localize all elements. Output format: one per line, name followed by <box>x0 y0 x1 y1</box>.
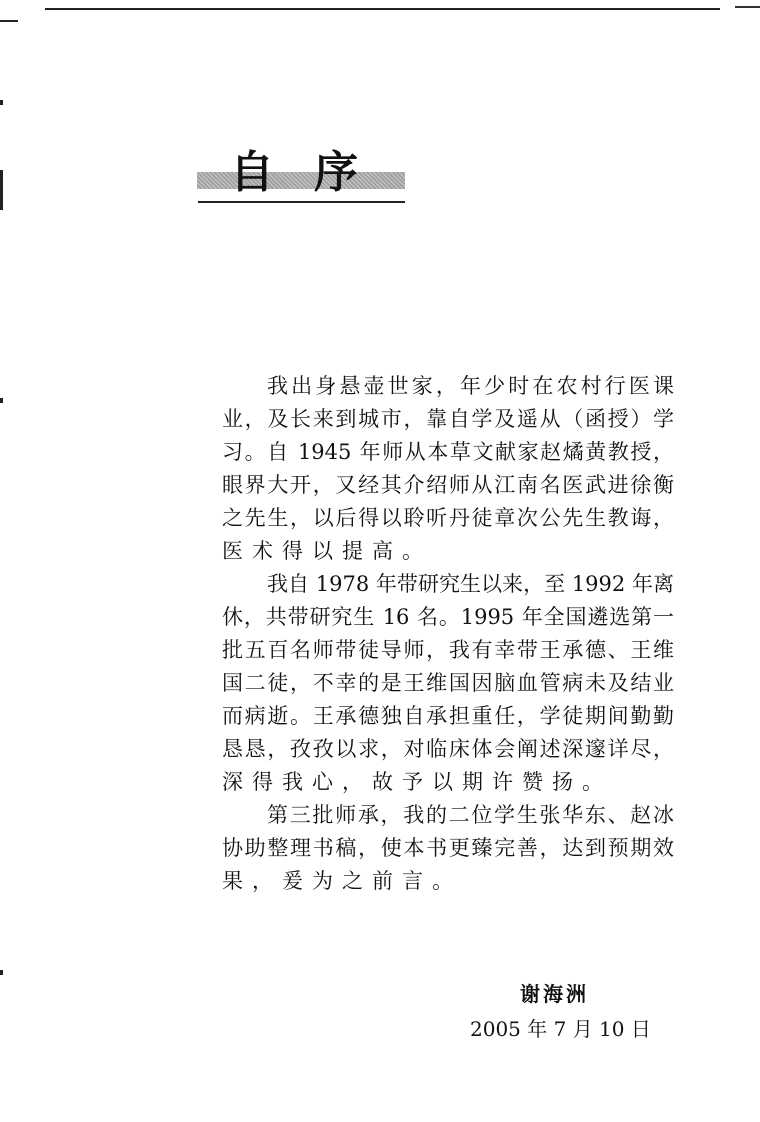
text-line: 果，爰为之前言。 <box>222 869 462 893</box>
title-underline <box>198 201 405 203</box>
text-line: 批五百名师带徒导师，我有幸带王承德、王维 <box>222 638 674 662</box>
text-line: 我出身悬壶世家，年少时在农村行医课 <box>267 374 674 398</box>
text-line: 我自 1978 年带研究生以来，至 1992 年离 <box>267 572 674 596</box>
text-line: 而病逝。王承德独自承担重任，学徒期间勤勤 <box>222 704 674 728</box>
text-line: 休，共带研究生 16 名。1995 年全国遴选第一 <box>222 605 674 629</box>
text-line: 医术得以提高。 <box>222 539 432 563</box>
text-line: 业，及长来到城市，靠自学及遥从（函授）学 <box>222 407 674 431</box>
text-line: 第三批师承，我的二位学生张华东、赵冰 <box>267 803 674 827</box>
preface-body <box>222 370 674 898</box>
scan-edge-mark <box>0 170 3 210</box>
text-line: 深得我心，故予以期许赞扬。 <box>222 770 612 794</box>
paragraph <box>222 568 674 799</box>
preface-date: 2005 年 7 月 10 日 <box>470 1017 651 1041</box>
page-top-rule <box>45 8 720 10</box>
scan-edge-mark <box>0 100 3 105</box>
paragraph <box>222 370 674 568</box>
text-line: 之先生，以后得以聆听丹徒章次公先生教诲， <box>222 506 674 530</box>
scan-edge-mark <box>0 398 3 403</box>
scan-edge-mark <box>0 970 3 975</box>
scan-edge-mark <box>0 20 18 22</box>
paragraph <box>222 799 674 898</box>
page-top-rule-right <box>735 6 760 8</box>
text-line: 协助整理书稿，使本书更臻完善，达到预期效 <box>222 836 674 860</box>
text-line: 眼界大开，又经其介绍师从江南名医武进徐衡 <box>222 473 674 497</box>
text-line: 习。自 1945 年师从本草文献家赵燏黄教授， <box>222 440 674 464</box>
author-signature: 谢海洲 <box>520 982 589 1006</box>
page-title: 自序 <box>230 147 398 198</box>
text-line: 恳恳，孜孜以求，对临床体会阐述深邃详尽， <box>222 737 674 761</box>
text-line: 国二徒，不幸的是王维国因脑血管病未及结业 <box>222 671 674 695</box>
